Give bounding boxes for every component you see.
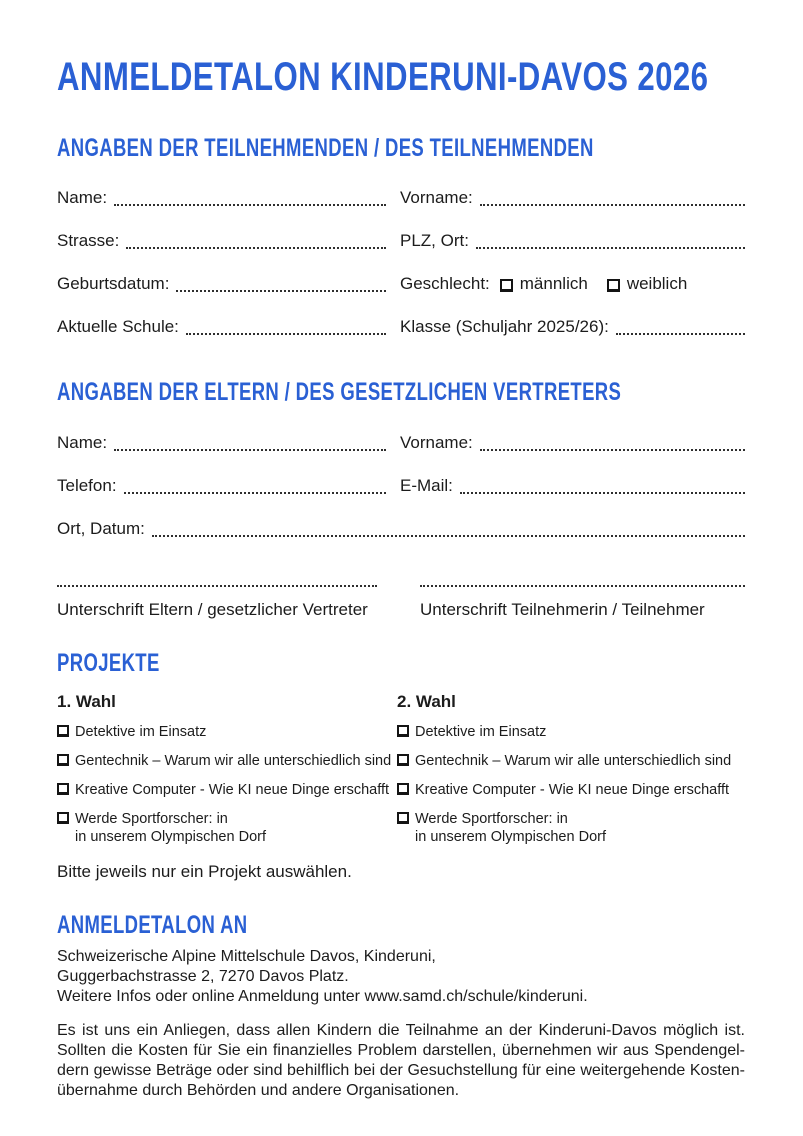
field-parent-vorname	[400, 430, 745, 454]
geburtsdatum-input-line[interactable]	[176, 286, 386, 292]
parent-name-label: Name:	[57, 433, 108, 452]
address-block	[57, 947, 745, 1007]
projects-choice1-column	[57, 692, 397, 846]
klasse-input-line[interactable]	[616, 329, 745, 335]
field-aktuelle-schule	[57, 314, 400, 338]
email-input-line[interactable]	[460, 488, 745, 494]
choice1-detektive-checkbox[interactable]	[57, 725, 69, 737]
vorname-label: Vorname:	[400, 188, 473, 207]
name-input-line[interactable]	[114, 200, 386, 206]
field-geburtsdatum	[57, 271, 400, 295]
choice2-sportforscher-label: Werde Sportforscher: in in unserem Olympischen Dorf	[415, 811, 606, 845]
geschlecht-options	[500, 273, 688, 295]
address-line-3: Weitere Infos oder online Anmeldung unter www.samd.ch/schule/kinderuni.	[57, 988, 588, 1005]
choice2-gentechnik-label: Gentechnik – Warum wir alle unterschiedlich sind	[415, 753, 732, 769]
choice1-option-detektive	[57, 723, 397, 741]
choice1-option-sportforscher	[57, 810, 397, 846]
parents-section-heading: ANGABEN DER ELTERN / DES GESETZLICHEN VERTRETERS	[57, 378, 622, 406]
choice1-option-gentechnik	[57, 752, 397, 770]
choice2-detektive-label: Detektive im Einsatz	[415, 724, 547, 740]
strasse-input-line[interactable]	[126, 243, 386, 249]
maennlich-option-label: männlich	[519, 274, 588, 293]
geschlecht-label: Geschlecht:	[400, 274, 490, 293]
strasse-label: Strasse:	[57, 231, 120, 250]
choice2-heading: 2. Wahl	[397, 692, 456, 711]
choice1-kreative-computer-checkbox[interactable]	[57, 783, 69, 795]
choice1-heading: 1. Wahl	[57, 692, 116, 711]
choice1-gentechnik-checkbox[interactable]	[57, 754, 69, 766]
field-strasse	[57, 228, 400, 252]
participant-fields	[57, 185, 745, 338]
choice1-gentechnik-label: Gentechnik – Warum wir alle unterschiedlich sind	[75, 753, 392, 769]
projects-note: Bitte jeweils nur ein Projekt auswählen.	[57, 862, 352, 881]
geburtsdatum-label: Geburtsdatum:	[57, 274, 170, 293]
signature-parents-line[interactable]	[57, 581, 377, 587]
parent-name-input-line[interactable]	[114, 445, 386, 451]
aktuelle-schule-input-line[interactable]	[186, 329, 386, 335]
choice1-sportforscher-label: Werde Sportforscher: in in unserem Olympischen Dorf	[75, 811, 266, 845]
signature-participant-label: Unterschrift Teilnehmerin / Teilnehmer	[420, 600, 705, 619]
paragraph-line-2: Sollten die Kosten für Sie ein finanzielles Problem darstellen, übernehmen wir aus Spendengel-	[57, 1042, 745, 1059]
choice2-gentechnik-checkbox[interactable]	[397, 754, 409, 766]
field-telefon	[57, 473, 400, 497]
address-line-2: Guggerbachstrasse 2, 7270 Davos Platz.	[57, 968, 349, 985]
telefon-label: Telefon:	[57, 476, 117, 495]
choice2-sportforscher-checkbox[interactable]	[397, 812, 409, 824]
vorname-input-line[interactable]	[480, 200, 745, 206]
field-geschlecht	[400, 271, 745, 295]
field-name	[57, 185, 400, 209]
aktuelle-schule-label: Aktuelle Schule:	[57, 317, 179, 336]
choice2-kreative-computer-checkbox[interactable]	[397, 783, 409, 795]
plz-ort-input-line[interactable]	[476, 243, 745, 249]
email-label: E-Mail:	[400, 476, 453, 495]
name-label: Name:	[57, 188, 108, 207]
ort-datum-label: Ort, Datum:	[57, 519, 145, 538]
signature-lines	[57, 581, 745, 587]
parent-vorname-input-line[interactable]	[480, 445, 745, 451]
paragraph-line-3: dern gewisse Beträge oder sind behilflich bei der Gesuchstellung für eine weitergehende Kosten-	[57, 1062, 745, 1079]
maennlich-checkbox[interactable]	[500, 279, 513, 292]
choice2-detektive-checkbox[interactable]	[397, 725, 409, 737]
choice2-option-sportforscher	[397, 810, 745, 846]
choice1-detektive-label: Detektive im Einsatz	[75, 724, 207, 740]
participant-section-heading: ANGABEN DER TEILNEHMENDEN / DES TEILNEHMENDEN	[57, 134, 594, 162]
projects-grid	[57, 692, 745, 846]
form-title: ANMELDETALON KINDERUNI-DAVOS 2026	[57, 55, 709, 99]
signature-participant-line[interactable]	[420, 581, 745, 587]
weiblich-option-label: weiblich	[626, 274, 688, 293]
parent-vorname-label: Vorname:	[400, 433, 473, 452]
choice1-kreative-computer-label: Kreative Computer - Wie KI neue Dinge erschafft	[75, 782, 390, 798]
choice2-option-detektive	[397, 723, 745, 741]
choice1-option-kreative-computer	[57, 781, 397, 799]
signature-labels	[57, 600, 745, 620]
projects-choice2-column	[397, 692, 745, 846]
choice2-option-gentechnik	[397, 752, 745, 770]
submit-to-section-heading: ANMELDETALON AN	[57, 911, 248, 939]
weiblich-checkbox[interactable]	[607, 279, 620, 292]
plz-ort-label: PLZ, Ort:	[400, 231, 469, 250]
field-parent-name	[57, 430, 400, 454]
funding-note-paragraph	[57, 1021, 745, 1101]
field-ort-datum	[57, 516, 745, 540]
field-email	[400, 473, 745, 497]
field-klasse	[400, 314, 745, 338]
klasse-label: Klasse (Schuljahr 2025/26):	[400, 317, 609, 336]
field-vorname	[400, 185, 745, 209]
projects-section-heading: PROJEKTE	[57, 649, 160, 677]
choice2-kreative-computer-label: Kreative Computer - Wie KI neue Dinge erschafft	[415, 782, 730, 798]
signature-parents-label: Unterschrift Eltern / gesetzlicher Vertreter	[57, 600, 368, 619]
telefon-input-line[interactable]	[124, 488, 386, 494]
field-plz-ort	[400, 228, 745, 252]
choice2-option-kreative-computer	[397, 781, 745, 799]
address-line-1: Schweizerische Alpine Mittelschule Davos, Kinderuni,	[57, 948, 436, 965]
choice1-sportforscher-checkbox[interactable]	[57, 812, 69, 824]
ort-datum-input-line[interactable]	[152, 531, 745, 537]
paragraph-line-1: Es ist uns ein Anliegen, dass allen Kindern die Teilnahme an der Kinderuni-Davos möglich ist.	[57, 1022, 745, 1039]
parents-fields	[57, 430, 745, 497]
paragraph-line-4: übernahme durch Behörden und andere Organisationen.	[57, 1082, 460, 1099]
